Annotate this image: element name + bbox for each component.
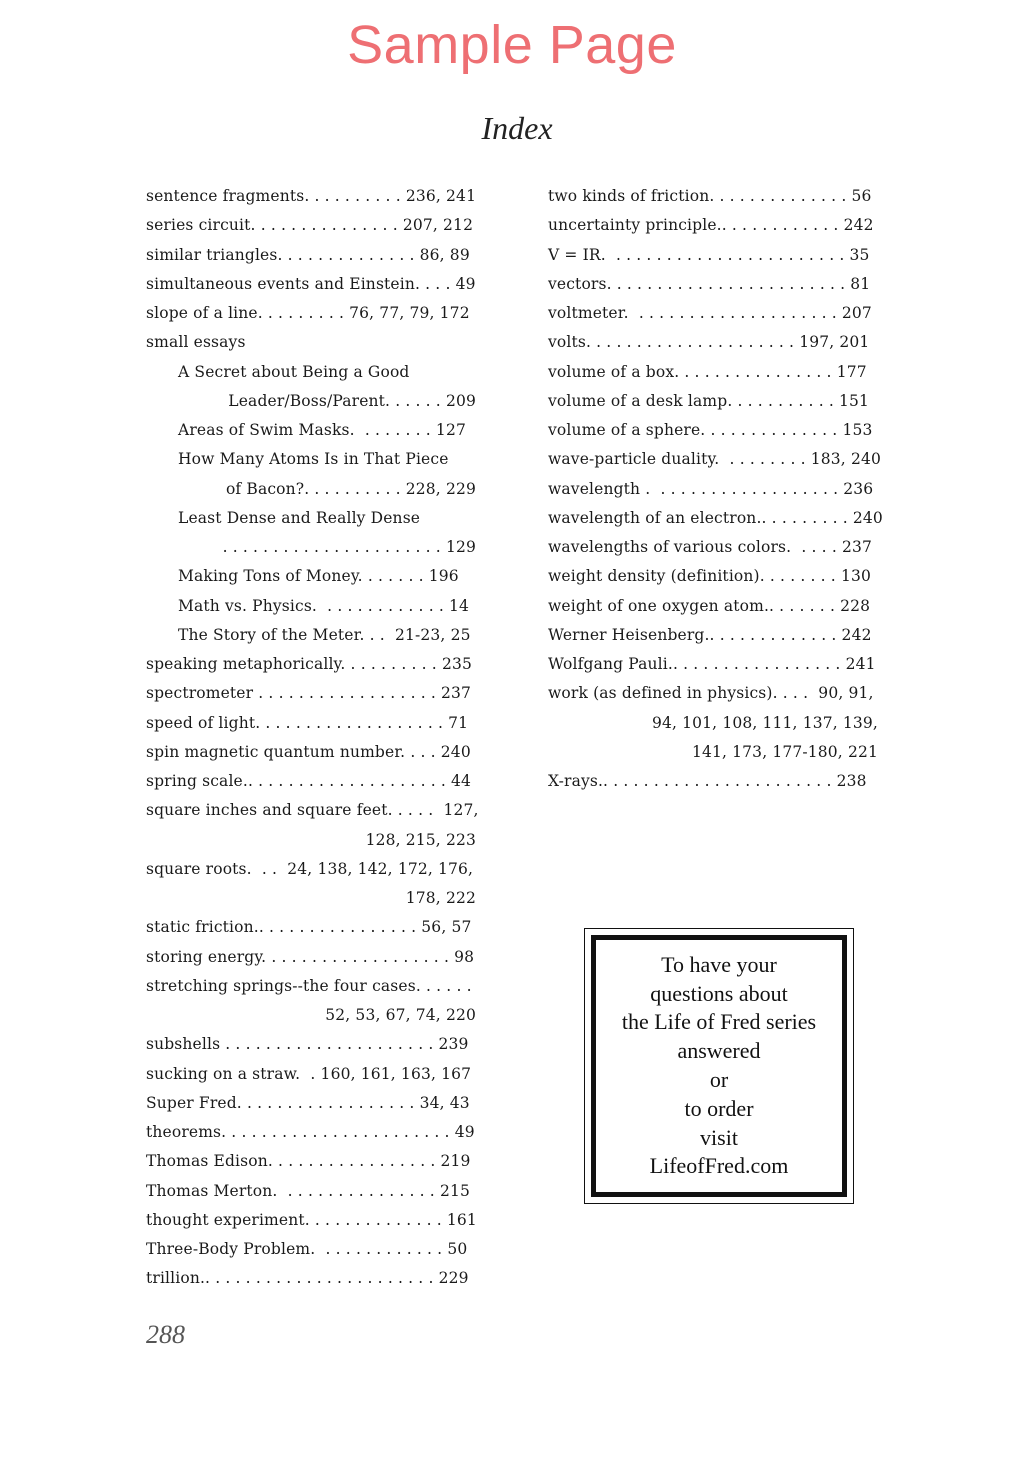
index-entry: volume of a desk lamp. . . . . . . . . . . 151 [548,391,870,410]
index-entry: volts. . . . . . . . . . . . . . . . . . . . . 197, 201 [548,333,870,352]
page-number: 288 [146,1320,185,1349]
index-entry: simultaneous events and Einstein. . . . 49 [146,274,476,293]
index-entry: trillion.. . . . . . . . . . . . . . . . . . . . . . . 229 [146,1269,469,1288]
info-box-line: to order [684,1095,754,1121]
index-entry: A Secret about Being a Good [178,362,410,381]
index-entry: similar triangles. . . . . . . . . . . . . . 86, 89 [146,245,470,264]
index-entry: Least Dense and Really Dense [178,508,421,527]
index-entry: wavelengths of various colors. . . . . 237 [548,538,873,556]
index-entry: wave-particle duality. . . . . . . . . 183, 240 [548,450,881,469]
index-entry: Super Fred. . . . . . . . . . . . . . . . . . 34, 43 [146,1093,470,1112]
index-entry: Wolfgang Pauli.. . . . . . . . . . . . . . . . . 241 [548,655,876,673]
index-entry: How Many Atoms Is in That Piece [178,450,449,469]
index-entry: square roots. . . 24, 138, 142, 172, 176, [146,859,474,878]
index-entry: X-rays.. . . . . . . . . . . . . . . . . . . . . . . 238 [548,772,867,790]
index-entry: vectors. . . . . . . . . . . . . . . . . . . . . . . . 81 [548,274,871,293]
index-entry: speed of light. . . . . . . . . . . . . . . . . . . 71 [146,713,469,732]
info-box-line: or [709,1067,729,1092]
index-entry: speaking metaphorically. . . . . . . . . . 235 [146,655,472,673]
info-box-line: To have your [661,951,777,977]
sample-page-watermark: Sample Page [347,15,677,75]
index-entry: small essays [146,333,246,352]
info-box-line: LifeofFred.com [649,1153,789,1179]
index-entry: spectrometer . . . . . . . . . . . . . . . . . . 237 [146,684,472,703]
index-entry: Thomas Merton. . . . . . . . . . . . . . . . 215 [146,1181,470,1200]
index-entry: sentence fragments. . . . . . . . . . 236, 241 [146,187,477,205]
info-box-line: the Life of Fred series [621,1009,817,1035]
index-entry: Making Tons of Money. . . . . . . 196 [178,567,459,586]
index-entry: slope of a line. . . . . . . . . 76, 77, 79, 172 [146,304,470,322]
index-entry: theorems. . . . . . . . . . . . . . . . . . . . . . . 49 [146,1123,475,1141]
index-entry: spin magnetic quantum number. . . . 240 [146,742,471,761]
index-entry: voltmeter. . . . . . . . . . . . . . . . . . . . . 207 [548,304,872,322]
info-box-line: visit [700,1124,738,1150]
index-entry: 94, 101, 108, 111, 137, 139, [651,713,878,732]
index-entry: Areas of Swim Masks. . . . . . . . 127 [178,421,466,439]
info-box [584,928,854,1204]
index-column-right [548,182,883,796]
index-entry: of Bacon?. . . . . . . . . . 228, 229 [225,479,476,498]
info-box-line: questions about [650,980,788,1006]
index-entry: storing energy. . . . . . . . . . . . . . . . . . . 98 [146,947,475,966]
index-entry: stretching springs--the four cases. . . . . . [146,976,472,995]
index-entry: square inches and square feet. . . . . 127, [146,801,479,820]
index-entry: 52, 53, 67, 74, 220 [325,1006,476,1024]
info-box-inner [591,935,847,1197]
index-entry: uncertainty principle.. . . . . . . . . . . . 242 [548,216,874,235]
index-entry: Leader/Boss/Parent. . . . . . 209 [228,391,476,410]
index-entry: spring scale.. . . . . . . . . . . . . . . . . . . . 44 [146,772,472,790]
index-entry: weight density (definition). . . . . . . . 130 [548,567,871,586]
index-entry: series circuit. . . . . . . . . . . . . . . 207, 212 [146,216,474,235]
index-entry: The Story of the Meter. . . 21-23, 25 [178,625,471,644]
index-entry: static friction.. . . . . . . . . . . . . . . . 56, 57 [146,918,472,937]
index-entry: Three-Body Problem. . . . . . . . . . . . . 50 [146,1240,468,1258]
index-column-left [146,182,479,1294]
index-entry: . . . . . . . . . . . . . . . . . . . . . . 129 [222,538,476,556]
index-entry: weight of one oxygen atom.. . . . . . . 228 [548,596,871,615]
index-entry: subshells . . . . . . . . . . . . . . . . . . . . . 239 [146,1035,469,1054]
index-entry: thought experiment. . . . . . . . . . . . . . 161 [146,1210,477,1229]
index-entry: Math vs. Physics. . . . . . . . . . . . . 14 [178,596,470,615]
index-entry: 128, 215, 223 [365,830,476,849]
index-entry: wavelength . . . . . . . . . . . . . . . . . . . 236 [548,479,874,498]
index-entry: V = IR. . . . . . . . . . . . . . . . . . . . . . . . 35 [548,245,870,264]
index-entry: Thomas Edison. . . . . . . . . . . . . . . . . 219 [146,1152,471,1171]
index-entry: two kinds of friction. . . . . . . . . . . . . . 56 [548,187,872,205]
index-entry: 178, 222 [405,889,476,907]
index-entry: sucking on a straw. . 160, 161, 163, 167 [146,1064,472,1083]
index-entry: wavelength of an electron.. . . . . . . . . 240 [548,508,883,527]
info-box-line: answered [677,1038,761,1064]
index-entry: volume of a box. . . . . . . . . . . . . . . . 177 [548,362,867,381]
index-entry: work (as defined in physics). . . . 90, 91, [548,684,874,703]
index-entry: 141, 173, 177-180, 221 [691,742,878,761]
page-heading: Index [481,110,553,146]
index-entry: Werner Heisenberg.. . . . . . . . . . . . . 242 [548,625,872,644]
index-entry: volume of a sphere. . . . . . . . . . . . . . 153 [548,421,873,439]
